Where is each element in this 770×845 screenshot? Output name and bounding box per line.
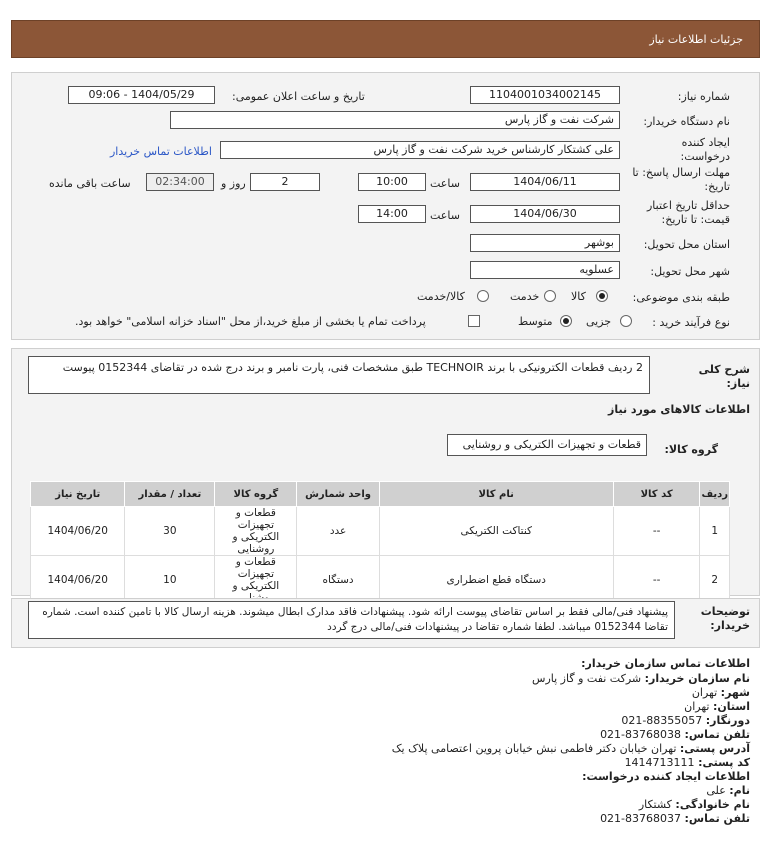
cell-code: -- [613, 556, 700, 605]
col-code: کد کالا [613, 482, 700, 507]
city-field[interactable]: عسلویه [470, 261, 620, 279]
creator-phone-label: تلفن تماس: [684, 812, 750, 825]
deadline-time-field[interactable]: 10:00 [358, 173, 426, 191]
deadline-label: مهلت ارسال پاسخ: تا تاریخ: [632, 166, 730, 193]
summary-label: شرح کلی نیاز: [698, 363, 750, 390]
process-radio-medium[interactable] [560, 315, 572, 327]
contact-fax: 021-88355057 [621, 714, 703, 727]
contact-fax-row [621, 714, 750, 727]
category-option-goods: کالا [571, 290, 586, 303]
buyer-org-label: نام دستگاه خریدار: [643, 115, 730, 128]
deadline-time-label: ساعت [430, 177, 460, 190]
days-field[interactable]: 2 [250, 173, 320, 191]
creator-field[interactable]: علی کشتکار کارشناس خرید شرکت نفت و گاز پارس [220, 141, 620, 159]
days-label: روز و [221, 177, 246, 190]
buyer-org-field[interactable]: شرکت نفت و گاز پارس [170, 111, 620, 129]
contact-province: تهران [684, 700, 710, 713]
creator-name-row [706, 784, 750, 797]
validity-time-field[interactable]: 14:00 [358, 205, 426, 223]
creator-phone: 021-83768037 [600, 812, 682, 825]
col-name: نام کالا [379, 482, 613, 507]
province-label: استان محل تحویل: [643, 238, 730, 251]
contact-postal-row [625, 756, 750, 769]
treasury-payment-note: پرداخت تمام یا بخشی از مبلغ خرید،از محل "اسناد خزانه اسلامی" خواهد بود. [75, 315, 426, 328]
col-unit: واحد شمارش [297, 482, 379, 507]
cell-unit: عدد [297, 507, 379, 556]
cell-name: کنتاکت الکتریکی [379, 507, 613, 556]
contact-phone-label: تلفن تماس: [684, 728, 750, 741]
table-header-row [31, 482, 730, 507]
creator-phone-row [600, 812, 750, 825]
cell-code: -- [613, 507, 700, 556]
goods-group-field[interactable]: قطعات و تجهیزات الکتریکی و روشنایی [447, 434, 647, 456]
creator-info-title: اطلاعات ایجاد کننده درخواست: [582, 770, 750, 783]
creator-name: علی [706, 784, 726, 797]
goods-table [30, 481, 730, 605]
creator-family: کشتکار [638, 798, 672, 811]
summary-text: 2 ردیف قطعات الکترونیکی با برند TECHNOIR طبق مشخصات فنی، پارت نامبر و برند درج شده در تقاضای 0152344 پیوست [28, 356, 650, 394]
contact-address-row [392, 742, 750, 755]
table-row[interactable] [31, 507, 730, 556]
creator-label: ایجاد کننده درخواست: [680, 136, 730, 163]
contact-phone: 021-83768038 [600, 728, 682, 741]
contact-address: تهران خیابان دکتر فاطمی نبش خیابان پروین اعتصامی پلاک یک [391, 742, 677, 755]
creator-name-label: نام: [729, 784, 750, 797]
cell-date: 1404/06/20 [31, 556, 125, 605]
notes-text: پیشنهاد فنی/مالی فقط بر اساس تقاضای پیوست ارائه شود. پیشنهادات فاقد مدارک ابطال میشوند. هزینه ارسال کالا با تامین کننده است. شماره تقاضا 0152344 میباشد. لطفا شماره تقاضا در پیشنهادات فنی/مالی درج گردد [28, 601, 675, 639]
contact-city: تهران [691, 686, 718, 699]
contact-org-row [532, 672, 750, 685]
col-group: گروه کالا [215, 482, 297, 507]
cell-group: قطعات و تجهیزات الکتریکی و روشنایی [215, 507, 297, 556]
contact-address-label: آدرس پستی: [679, 742, 750, 755]
cell-group: قطعات و تجهیزات الکتریکی و [215, 556, 297, 605]
deadline-date-field[interactable]: 1404/06/11 [470, 173, 620, 191]
contact-postal-label: کد پستی: [698, 756, 750, 769]
contact-title: اطلاعات تماس سازمان خریدار: [581, 657, 750, 670]
process-label: نوع فرآیند خرید : [652, 316, 730, 329]
province-field[interactable]: بوشهر [470, 234, 620, 252]
category-radio-goods[interactable] [596, 290, 608, 302]
validity-label: حداقل تاریخ اعتبار قیمت: تا تاریخ: [646, 199, 730, 226]
contact-province-row [684, 700, 750, 713]
process-option-partial: جزیی [586, 315, 612, 328]
category-option-service: خدمت [510, 290, 540, 303]
page-title: جزئیات اطلاعات نیاز [649, 33, 743, 46]
category-radio-service[interactable] [544, 290, 556, 302]
contact-city-label: شهر: [720, 686, 750, 699]
contact-fax-label: دورنگار: [705, 714, 750, 727]
category-label: طبقه بندی موضوعی: [632, 291, 730, 304]
buyer-contact-link[interactable]: اطلاعات تماس خریدار [110, 145, 212, 158]
cell-qty: 30 [125, 507, 215, 556]
contact-org-label: نام سازمان خریدار: [644, 672, 750, 685]
cell-row: 2 [700, 556, 730, 605]
process-radio-partial[interactable] [620, 315, 632, 327]
cell-date: 1404/06/20 [31, 507, 125, 556]
contact-org: شرکت نفت و گاز پارس [532, 672, 642, 685]
cell-qty: 10 [125, 556, 215, 605]
contact-city-row [692, 686, 750, 699]
notes-label: توضیحات خریدار: [700, 605, 750, 632]
col-row: ردیف [700, 482, 730, 507]
need-number-label: شماره نیاز: [677, 90, 730, 103]
category-option-goods-service: کالا/خدمت [417, 290, 465, 303]
remaining-time-field[interactable]: 02:34:00 [146, 173, 214, 191]
announce-field[interactable]: 1404/05/29 - 09:06 [68, 86, 215, 104]
creator-family-row [639, 798, 750, 811]
remaining-label: ساعت باقی مانده [49, 177, 131, 190]
validity-time-label: ساعت [430, 209, 460, 222]
contact-phone-row [600, 728, 750, 741]
city-label: شهر محل تحویل: [650, 265, 730, 278]
col-qty: تعداد / مقدار [125, 482, 215, 507]
contact-postal: 1414713111 [624, 756, 695, 769]
contact-province-label: استان: [713, 700, 750, 713]
creator-family-label: نام خانوادگی: [675, 798, 750, 811]
cell-name: دستگاه قطع اضطراری [379, 556, 613, 605]
validity-date-field[interactable]: 1404/06/30 [470, 205, 620, 223]
goods-info-title: اطلاعات کالاهای مورد نیاز [608, 403, 750, 416]
cell-row: 1 [700, 507, 730, 556]
category-radio-goods-service[interactable] [477, 290, 489, 302]
announce-label: تاریخ و ساعت اعلان عمومی: [232, 90, 365, 103]
process-option-medium: متوسط [518, 315, 553, 328]
goods-group-label: گروه کالا: [664, 443, 718, 456]
need-number-field[interactable]: 1104001034002145 [470, 86, 620, 104]
col-date: تاریخ نیاز [31, 482, 125, 507]
cell-unit: دستگاه [297, 556, 379, 605]
treasury-payment-checkbox[interactable] [468, 315, 480, 327]
page-header [11, 20, 760, 58]
